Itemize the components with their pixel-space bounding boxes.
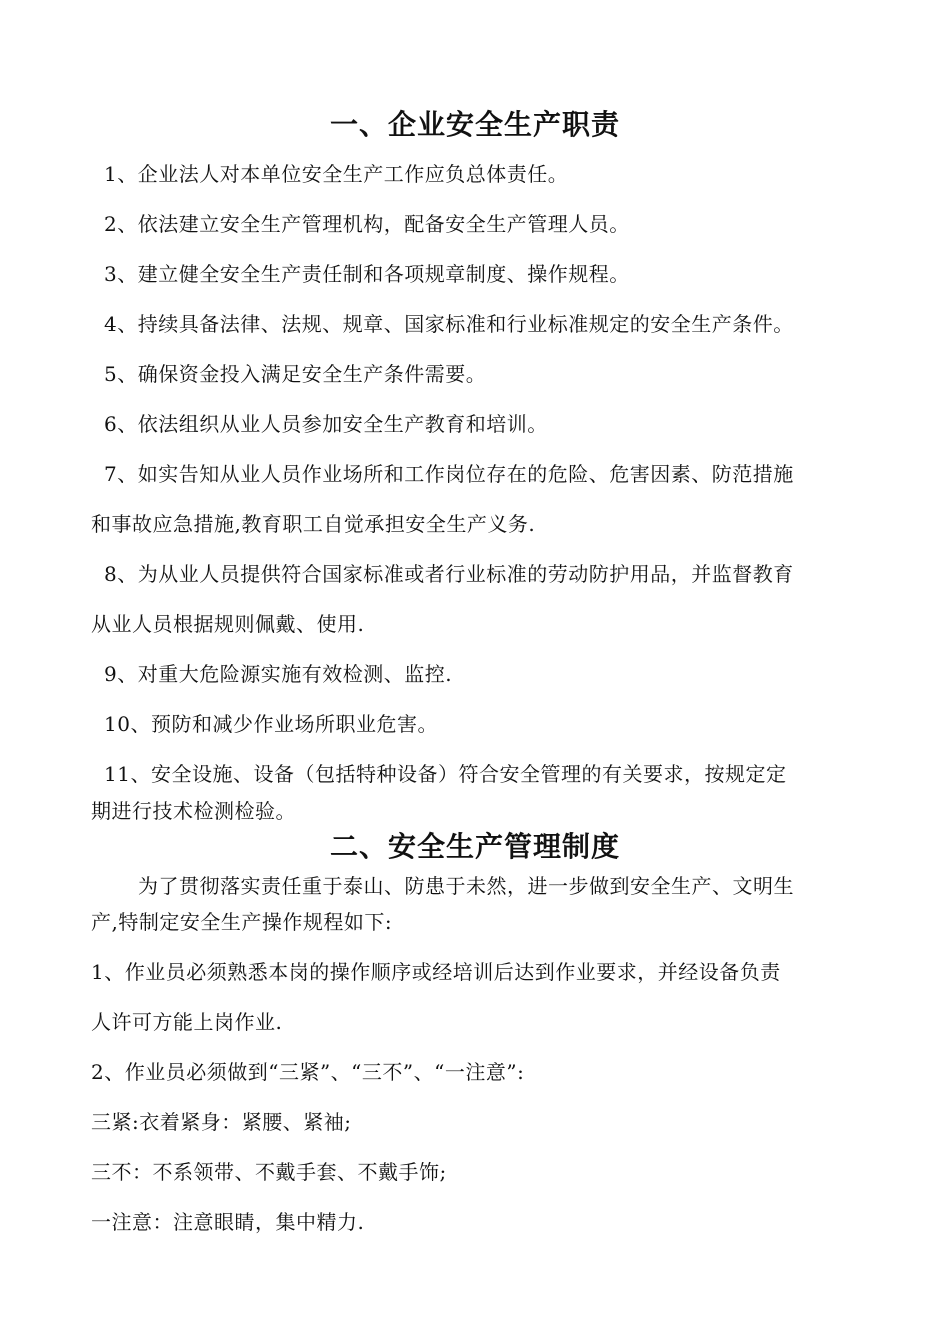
duty-item-6: 6、依法组织从业人员参加安全生产教育和培训。 [104, 412, 548, 436]
rule-three-no: 三不：不系领带、不戴手套、不戴手饰; [91, 1160, 447, 1184]
duty-item-8-cont: 从业人员根据规则佩戴、使用. [91, 612, 365, 636]
duty-item-8: 8、为从业人员提供符合国家标准或者行业标准的劳动防护用品，并监督教育 [104, 562, 794, 586]
intro-line-2: 产,特制定安全生产操作规程如下: [91, 910, 393, 934]
intro-line-1: 为了贯彻落实责任重于泰山、防患于未然，进一步做到安全生产、文明生 [138, 874, 794, 898]
section-2-title: 二、安全生产管理制度 [329, 830, 620, 863]
duty-item-11-cont: 期进行技术检测检验。 [91, 799, 296, 823]
duty-item-5: 5、确保资金投入满足安全生产条件需要。 [104, 362, 487, 386]
duty-item-7-cont: 和事故应急措施,教育职工自觉承担安全生产义务. [91, 512, 536, 536]
duty-item-4: 4、持续具备法律、法规、规章、国家标准和行业标准规定的安全生产条件。 [104, 312, 794, 336]
duty-item-7: 7、如实告知从业人员作业场所和工作岗位存在的危险、危害因素、防范措施 [104, 462, 794, 486]
duty-item-9: 9、对重大危险源实施有效检测、监控. [104, 662, 453, 686]
duty-item-11: 11、安全设施、设备（包括特种设备）符合安全管理的有关要求，按规定定 [104, 762, 787, 786]
duty-item-2: 2、依法建立安全生产管理机构，配备安全生产管理人员。 [104, 212, 630, 236]
duty-item-10: 10、预防和减少作业场所职业危害。 [104, 712, 438, 736]
rule-item-2: 2、作业员必须做到“三紧”、“三不”、“一注意”: [91, 1060, 525, 1084]
duty-item-3: 3、建立健全安全生产责任制和各项规章制度、操作规程。 [104, 262, 630, 286]
rule-item-1: 1、作业员必须熟悉本岗的操作顺序或经培训后达到作业要求，并经设备负责 [91, 960, 781, 984]
rule-item-1-cont: 人许可方能上岗作业. [91, 1010, 283, 1034]
section-1-title: 一、企业安全生产职责 [329, 108, 620, 141]
rule-one-attention: 一注意：注意眼睛，集中精力. [91, 1210, 365, 1234]
duty-item-1: 1、企业法人对本单位安全生产工作应负总体责任。 [104, 162, 569, 186]
rule-three-tight: 三紧:衣着紧身：紧腰、紧袖; [91, 1110, 352, 1134]
